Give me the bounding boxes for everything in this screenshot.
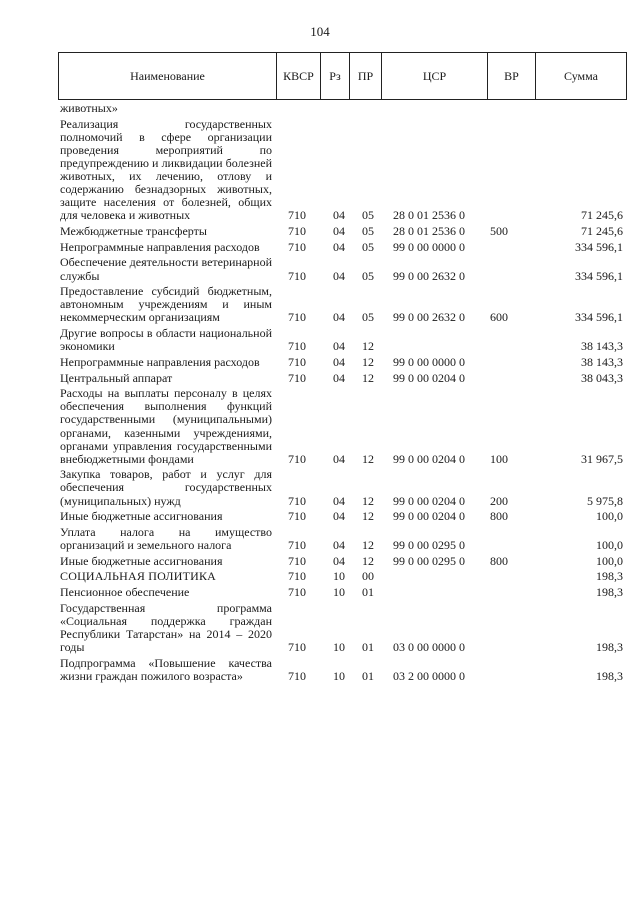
table-row [60,241,627,254]
row-pr: 12 [362,339,374,354]
row-name: Предоставление субсидий бюджетным, автономным учреждениям и иным некоммерческим организациям [60,284,272,325]
row-pr: 12 [362,354,374,369]
row-pr: 12 [362,509,374,524]
row-csr: 03 0 00 0000 0 [393,640,465,655]
row-pr: 12 [362,451,374,466]
row-name: Реализация государственных полномочий в сфере организации проведения мероприятий по предупреждению и ликвидации болезней животных, их лечению, отлову и содержанию безнадзорных животных, защите населения от болезней, общих для человека и животных [60,116,272,223]
row-kvsr: 710 [288,354,306,369]
row-csr: 99 0 00 0000 0 [393,354,465,369]
table-row [60,510,627,523]
row-name: животных» [60,101,118,115]
row-kvsr: 710 [288,538,306,553]
row-kvsr: 710 [288,569,306,584]
row-kvsr: 710 [288,640,306,655]
row-sum: 198,3 [596,585,623,600]
header-name: Наименование [59,53,277,99]
row-rz: 04 [333,354,345,369]
table-row [60,118,627,223]
row-rz: 04 [333,509,345,524]
row-kvsr: 710 [288,239,306,254]
header-sum: Сумма [564,68,598,83]
row-rz: 04 [333,310,345,325]
row-sum: 334 596,1 [575,310,623,325]
row-rz: 04 [333,451,345,466]
row-name: Центральный аппарат [60,370,173,385]
row-name: Пенсионное обеспечение [60,585,190,600]
row-sum: 5 975,8 [587,493,623,508]
row-name: Закупка товаров, работ и услуг для обеспечения государственных (муниципальных) нужд [60,467,272,508]
table-row [60,256,627,282]
table-row [60,285,627,324]
row-name: Обеспечение деятельности ветеринарной службы [60,255,272,283]
row-csr: 99 0 00 0204 0 [393,451,465,466]
row-kvsr: 710 [288,509,306,524]
table-row [60,602,627,654]
row-sum: 100,0 [596,509,623,524]
row-kvsr: 710 [288,451,306,466]
row-rz: 04 [333,538,345,553]
row-pr: 12 [362,370,374,385]
row-rz: 04 [333,553,345,568]
row-pr: 01 [362,585,374,600]
row-pr: 12 [362,553,374,568]
row-pr: 05 [362,208,374,223]
row-vr: 800 [490,553,508,568]
header-vr: ВР [488,53,536,99]
row-pr: 12 [362,493,374,508]
row-sum: 38 143,3 [581,354,623,369]
header-csr: ЦСР [382,53,488,99]
row-rz: 10 [333,585,345,600]
row-kvsr: 710 [288,553,306,568]
row-name: Государственная программа «Социальная поддержка граждан Республики Татарстан» на 2014 – 2020 годы [60,600,272,655]
table-row [60,225,627,238]
row-pr: 00 [362,569,374,584]
row-csr: 99 0 00 0000 0 [393,239,465,254]
table-row [60,570,627,583]
row-pr: 05 [362,239,374,254]
table-row [60,387,627,466]
row-vr: 100 [490,451,508,466]
row-rz: 04 [333,493,345,508]
row-csr: 99 0 00 0204 0 [393,370,465,385]
row-csr: 99 0 00 2632 0 [393,268,465,283]
page-number: 104 [310,24,330,39]
table-body [60,102,627,683]
row-sum: 334 596,1 [575,239,623,254]
row-kvsr: 710 [288,370,306,385]
table-row [60,102,627,115]
table-row [60,468,627,507]
row-pr: 12 [362,538,374,553]
table-row [60,356,627,369]
table-header [58,52,627,100]
row-pr: 01 [362,640,374,655]
header-kvsr: КВСР [277,53,321,99]
row-name: Иные бюджетные ассигнования [60,553,223,568]
row-name: Непрограммные направления расходов [60,354,260,369]
row-vr: 600 [490,310,508,325]
header-rz: Рз [321,53,350,99]
row-rz: 10 [333,569,345,584]
row-csr: 28 0 01 2536 0 [393,208,465,223]
row-rz: 04 [333,268,345,283]
row-kvsr: 710 [288,208,306,223]
row-pr: 05 [362,224,374,239]
row-kvsr: 710 [288,339,306,354]
row-sum: 71 245,6 [581,208,623,223]
row-name: Подпрограмма «Повышение качества жизни граждан пожилого возраста» [60,655,272,683]
row-sum: 38 143,3 [581,339,623,354]
row-vr: 200 [490,493,508,508]
row-sum: 100,0 [596,538,623,553]
row-name: Уплата налога на имущество организаций и земельного налога [60,524,272,553]
row-name: Иные бюджетные ассигнования [60,509,223,524]
row-sum: 31 967,5 [581,451,623,466]
row-kvsr: 710 [288,224,306,239]
header-pr: ПР [350,53,382,99]
row-csr: 03 2 00 0000 0 [393,668,465,683]
row-name: СОЦИАЛЬНАЯ ПОЛИТИКА [60,569,217,584]
row-kvsr: 710 [288,668,306,683]
row-pr: 05 [362,310,374,325]
row-csr: 99 0 00 2632 0 [393,310,465,325]
row-rz: 04 [333,239,345,254]
row-sum: 334 596,1 [575,268,623,283]
row-rz: 04 [333,224,345,239]
row-csr: 28 0 01 2536 0 [393,224,465,239]
table-row [60,555,627,568]
table-row [60,526,627,552]
row-rz: 10 [333,640,345,655]
row-kvsr: 710 [288,268,306,283]
row-pr: 01 [362,668,374,683]
row-vr: 500 [490,224,508,239]
row-name: Непрограммные направления расходов [60,239,260,254]
row-sum: 198,3 [596,640,623,655]
row-rz: 10 [333,668,345,683]
row-pr: 05 [362,268,374,283]
row-csr: 99 0 00 0204 0 [393,509,465,524]
row-sum: 71 245,6 [581,224,623,239]
row-rz: 04 [333,339,345,354]
row-name: Межбюджетные трансферты [60,224,207,239]
row-sum: 198,3 [596,569,623,584]
row-rz: 04 [333,370,345,385]
row-rz: 04 [333,208,345,223]
row-csr: 99 0 00 0295 0 [393,538,465,553]
table-row [60,586,627,599]
row-sum: 198,3 [596,668,623,683]
row-sum: 38 043,3 [581,370,623,385]
table-row [60,327,627,353]
row-name: Другие вопросы в области национальной экономики [60,326,272,354]
row-name: Расходы на выплаты персоналу в целях обеспечения выполнения функций государственными (муниципальными) органами, казенными учреждениями, органами управления государственными внебюджетными фондами [60,386,272,466]
row-vr: 800 [490,509,508,524]
row-kvsr: 710 [288,493,306,508]
row-csr: 99 0 00 0295 0 [393,553,465,568]
row-sum: 100,0 [596,553,623,568]
row-csr: 99 0 00 0204 0 [393,493,465,508]
table-row [60,657,627,683]
table-row [60,372,627,385]
row-kvsr: 710 [288,310,306,325]
row-kvsr: 710 [288,585,306,600]
